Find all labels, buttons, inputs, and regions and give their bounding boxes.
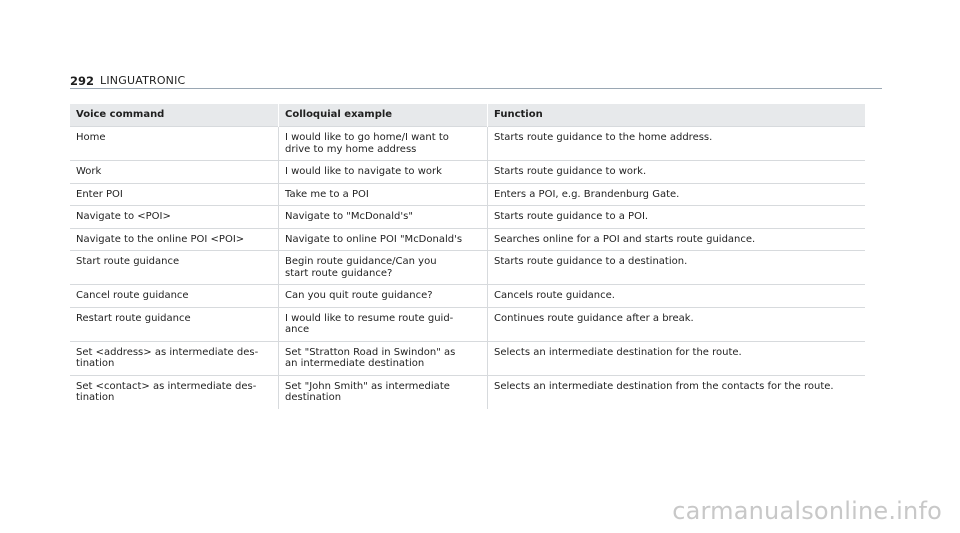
function-cell: Cancels route guidance.	[494, 290, 615, 301]
voice-command-cell: Navigate to <POI>	[76, 211, 171, 222]
colloquial-example-cell: Can you quit route guidance?	[285, 290, 433, 301]
function-cell: Starts route guidance to work.	[494, 166, 647, 177]
table-row	[70, 375, 865, 409]
voice-command-cell: Navigate to the online POI <POI>	[76, 233, 245, 245]
colloquial-example-cell: Begin route guidance/Can you start route guidance?	[285, 256, 437, 279]
table-row	[70, 183, 865, 206]
function-cell: Starts route guidance to a POI.	[494, 211, 649, 222]
voice-command-cell: Set <contact> as intermediate des- tination	[76, 380, 257, 403]
voice-command-cell: Home	[76, 132, 106, 143]
table-header-row	[70, 104, 865, 127]
colloquial-example-cell: Take me to a POI	[285, 188, 369, 200]
table-row	[70, 285, 865, 308]
function-cell: Continues route guidance after a break.	[494, 312, 694, 324]
function-cell: Starts route guidance to a destination.	[494, 256, 688, 267]
voice-command-cell: Start route guidance	[76, 256, 180, 267]
column-header-colloquial-example: Colloquial example	[279, 104, 488, 127]
section-name: LINGUATRONIC	[100, 74, 186, 87]
page-header	[70, 70, 882, 89]
voice-command-cell: Work	[76, 166, 102, 177]
table-row	[70, 341, 865, 375]
table-row	[70, 228, 865, 251]
function-cell: Starts route guidance to the home address.	[494, 132, 713, 143]
voice-command-cell: Enter POI	[76, 188, 123, 200]
table-row	[70, 206, 865, 229]
function-cell: Enters a POI, e.g. Brandenburg Gate.	[494, 188, 680, 200]
voice-command-table	[70, 104, 865, 409]
column-header-voice-command: Voice command	[70, 104, 279, 127]
colloquial-example-cell: I would like to navigate to work	[285, 166, 442, 177]
colloquial-example-cell: I would like to go home/I want to drive to my home address	[285, 132, 449, 155]
colloquial-example-cell: Navigate to "McDonald's"	[285, 211, 413, 222]
function-cell: Searches online for a POI and starts route guidance.	[494, 233, 756, 245]
table-row	[70, 251, 865, 285]
function-cell: Selects an intermediate destination for the route.	[494, 346, 742, 358]
watermark-text: carmanualsonline.info	[672, 497, 942, 525]
colloquial-example-cell: Navigate to online POI "McDonald's	[285, 233, 463, 245]
column-header-function: Function	[488, 104, 866, 127]
function-cell: Selects an intermediate destination from the contacts for the route.	[494, 380, 834, 392]
colloquial-example-cell: I would like to resume route guid- ance	[285, 312, 454, 335]
voice-command-cell: Restart route guidance	[76, 312, 191, 324]
table-row	[70, 161, 865, 184]
colloquial-example-cell: Set "Stratton Road in Swindon" as an intermediate destination	[285, 346, 456, 369]
colloquial-example-cell: Set "John Smith" as intermediate destination	[285, 380, 450, 403]
page-number: 292	[70, 74, 95, 88]
table-row	[70, 307, 865, 341]
voice-command-cell: Set <address> as intermediate des- tination	[76, 346, 259, 369]
voice-command-cell: Cancel route guidance	[76, 290, 189, 301]
table-row	[70, 127, 865, 161]
